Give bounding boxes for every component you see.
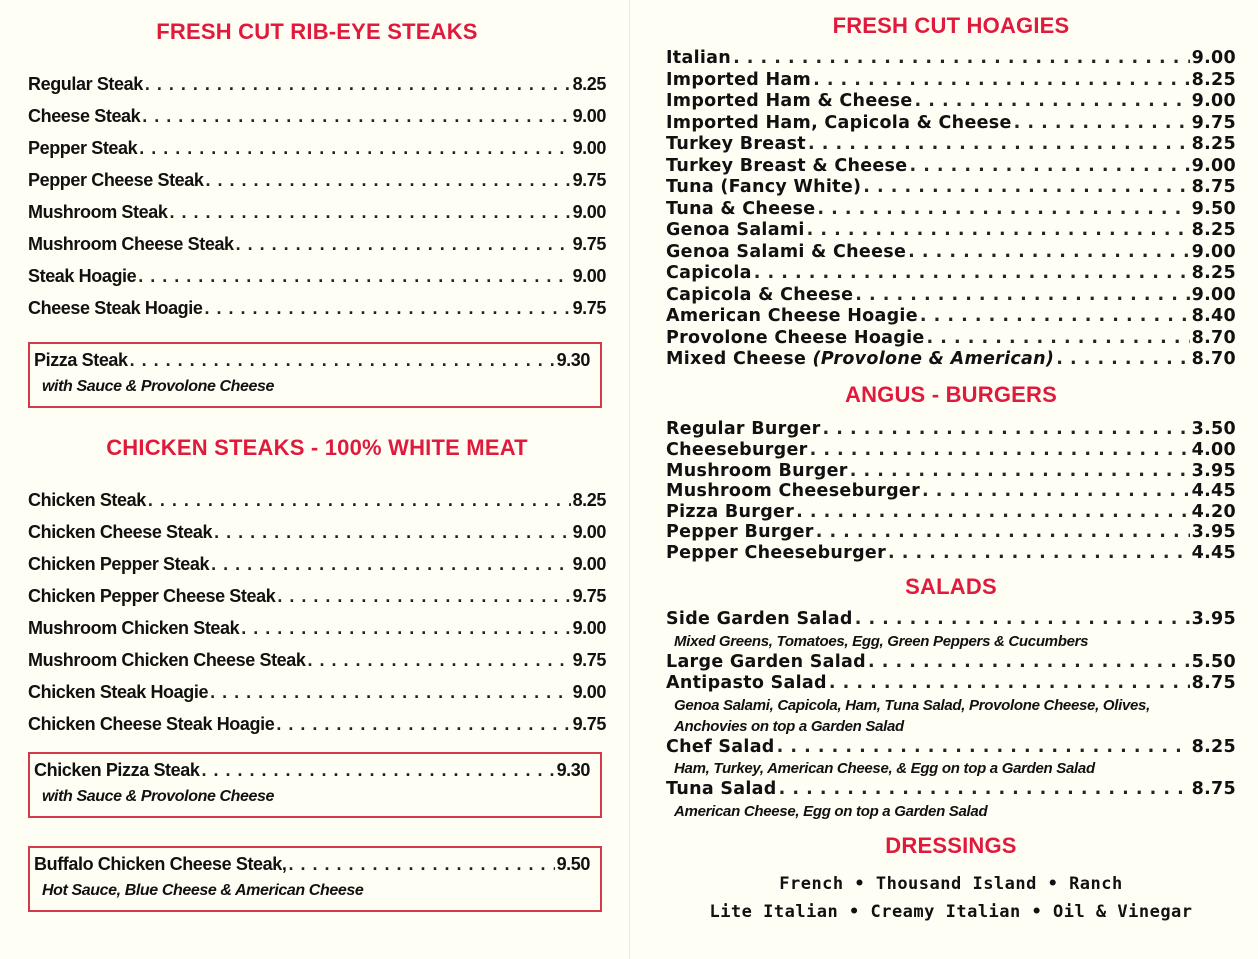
item-name: Steak Hoagie (28, 266, 137, 286)
chicken-list (28, 484, 606, 740)
menu-item (666, 263, 1236, 285)
menu-item (666, 543, 1236, 564)
menu-item (666, 349, 1236, 371)
menu-item (666, 177, 1236, 199)
item-price: 8.25 (1191, 263, 1236, 283)
item-price: 9.00 (572, 618, 606, 638)
menu-item (28, 68, 606, 100)
item-price: 9.75 (572, 298, 606, 318)
item-price: 5.50 (1191, 651, 1236, 672)
item-name: Chef Salad (666, 736, 775, 757)
item-price: 9.00 (1191, 284, 1236, 305)
item-name: Mushroom Chicken Cheese Steak (28, 650, 306, 670)
dressings-line-2: Lite Italian • Creamy Italian • Oil & Vinegar (709, 901, 1193, 922)
item-name: Turkey Breast & Cheese (666, 155, 908, 176)
item-name: Capicola (666, 263, 752, 283)
salads-heading: SALADS (905, 574, 997, 599)
item-price: 8.25 (572, 74, 606, 94)
menu-item (28, 612, 606, 644)
item-name: Regular Steak (28, 74, 143, 94)
item-name: Chicken Steak Hoagie (28, 682, 209, 702)
item-price: 3.95 (1191, 522, 1236, 542)
item-price: 8.75 (1191, 779, 1236, 799)
dressings-line-1: French • Thousand Island • Ranch (779, 873, 1123, 894)
item-name: Provolone Cheese Hoagie (666, 327, 925, 348)
item-name: Buffalo Chicken Cheese Steak, (34, 854, 287, 874)
item-price: 9.75 (1191, 112, 1236, 133)
item-name: Pepper Cheeseburger (666, 542, 887, 563)
menu-item (28, 676, 606, 708)
menu-item (28, 196, 606, 228)
item-price: 9.00 (572, 106, 606, 126)
salads-list (666, 609, 1236, 822)
item-name: Regular Burger (666, 418, 821, 439)
item-name: Tuna (Fancy White) (666, 177, 862, 197)
item-name: Turkey Breast (666, 134, 806, 154)
menu-item (666, 70, 1236, 92)
item-name: Large Garden Salad (666, 651, 866, 672)
menu-item (666, 285, 1236, 307)
menu-item (666, 419, 1236, 441)
item-price: 9.00 (572, 522, 606, 542)
menu-item (666, 199, 1236, 221)
menu-item (28, 228, 606, 260)
item-name: Italian (666, 48, 732, 68)
item-name: Chicken Cheese Steak Hoagie (28, 714, 275, 734)
item-price: 8.25 (1191, 69, 1236, 90)
item-name: Mushroom Burger (666, 460, 848, 481)
menu-item (28, 484, 606, 516)
menu-item (28, 708, 606, 740)
item-price: 3.95 (1191, 609, 1236, 629)
item-price: 8.25 (1191, 134, 1236, 154)
hoagies-list (666, 48, 1236, 371)
item-name: Mixed Cheese (666, 349, 807, 369)
menu-item (34, 346, 590, 374)
menu-item (34, 850, 590, 878)
item-name: Mushroom Cheese Steak (28, 234, 234, 254)
item-name: Cheese Steak Hoagie (28, 298, 203, 318)
item-price: 9.30 (556, 760, 590, 780)
item-name: Chicken Steak (28, 490, 146, 510)
item-name: Side Garden Salad (666, 609, 853, 629)
item-price: 9.00 (1191, 241, 1236, 262)
item-price: 9.75 (572, 714, 606, 734)
item-price: 9.00 (572, 266, 606, 286)
menu-item (666, 328, 1236, 350)
menu-item (28, 644, 606, 676)
item-price: 9.50 (1191, 198, 1236, 219)
buffalo-chicken-box (28, 846, 602, 912)
steaks-heading: FRESH CUT RIB-EYE STEAKS (156, 19, 478, 44)
item-name: Chicken Cheese Steak (28, 522, 213, 542)
item-note: (Provolone & American) (812, 349, 1055, 369)
item-name: American Cheese Hoagie (666, 306, 918, 326)
item-name: Pizza Steak (34, 350, 128, 370)
item-price: 4.20 (1191, 501, 1236, 522)
item-description: Mixed Greens, Tomatoes, Egg, Green Peppers & Cucumbers (674, 632, 1089, 650)
menu-item (28, 516, 606, 548)
menu-item (666, 522, 1236, 543)
menu-item (666, 502, 1236, 523)
menu-item (666, 91, 1236, 113)
item-name: Tuna & Cheese (666, 198, 816, 219)
item-price: 9.75 (572, 586, 606, 606)
menu-item (666, 242, 1236, 264)
menu-item (666, 220, 1236, 242)
item-price: 8.25 (1191, 736, 1236, 757)
pizza-steak-box (28, 342, 602, 408)
menu-item (666, 306, 1236, 328)
item-name: Imported Ham & Cheese (666, 91, 913, 111)
item-name: Pepper Cheese Steak (28, 170, 204, 190)
menu-item (28, 132, 606, 164)
menu-item (666, 481, 1236, 502)
item-name: Pepper Burger (666, 522, 814, 542)
item-price: 8.25 (572, 490, 606, 510)
item-price: 9.00 (572, 682, 606, 702)
item-price: 9.75 (572, 650, 606, 670)
item-price: 8.75 (1191, 673, 1236, 693)
menu-item (28, 548, 606, 580)
item-name: Capicola & Cheese (666, 284, 854, 305)
item-price: 4.00 (1191, 440, 1236, 460)
item-price: 9.75 (572, 234, 606, 254)
burgers-heading: ANGUS - BURGERS (844, 381, 1057, 407)
item-price: 3.50 (1191, 418, 1236, 439)
item-name: Chicken Pepper Cheese Steak (28, 586, 276, 606)
item-price: 9.00 (1191, 48, 1236, 68)
item-name: Mushroom Cheeseburger (666, 481, 921, 501)
menu-item (28, 100, 606, 132)
menu-item (666, 440, 1236, 461)
item-description: Hot Sauce, Blue Cheese & American Cheese (42, 882, 364, 899)
page-fold (629, 0, 630, 959)
item-description: with Sauce & Provolone Cheese (42, 788, 275, 805)
item-price: 9.30 (556, 350, 590, 370)
item-name: Genoa Salami & Cheese (666, 241, 907, 262)
menu-item (28, 292, 606, 324)
right-column (666, 10, 1236, 926)
menu-item (28, 164, 606, 196)
item-name: Imported Ham, Capicola & Cheese (666, 112, 1012, 133)
burgers-list (666, 419, 1236, 564)
item-description: Ham, Turkey, American Cheese, & Egg on top a Garden Salad (674, 760, 1095, 777)
item-price: 9.75 (572, 170, 606, 190)
item-price: 8.40 (1191, 306, 1236, 326)
item-price: 9.50 (556, 854, 590, 874)
menu-item (34, 756, 590, 784)
left-column (28, 14, 606, 912)
item-price: 3.95 (1191, 460, 1236, 481)
item-price: 4.45 (1191, 481, 1236, 501)
item-price: 9.00 (1191, 91, 1236, 111)
menu-item (666, 673, 1236, 695)
item-price: 9.00 (572, 202, 606, 222)
menu-item (666, 156, 1236, 178)
menu-item (28, 580, 606, 612)
menu-item (28, 260, 606, 292)
item-description: Genoa Salami, Capicola, Ham, Tuna Salad, Provolone Cheese, Olives, (674, 696, 1150, 714)
item-description: American Cheese, Egg on top a Garden Salad (674, 802, 988, 820)
chicken-heading: CHICKEN STEAKS - 100% WHITE MEAT (106, 435, 528, 460)
menu-item (666, 48, 1236, 70)
item-price: 9.00 (1191, 155, 1236, 176)
menu-item (666, 737, 1236, 759)
item-price: 8.70 (1191, 349, 1236, 369)
item-description: with Sauce & Provolone Cheese (42, 378, 275, 395)
item-name: Pepper Steak (28, 138, 138, 158)
item-name: Tuna Salad (666, 779, 777, 799)
item-price: 8.25 (1191, 220, 1236, 240)
item-price: 8.75 (1191, 177, 1236, 197)
item-price: 9.00 (572, 554, 606, 574)
item-name: Cheese Steak (28, 106, 141, 126)
dressings-heading: DRESSINGS (885, 832, 1017, 858)
menu-item (666, 652, 1236, 674)
item-name: Imported Ham (666, 69, 812, 90)
item-price: 4.45 (1191, 542, 1236, 563)
item-name: Chicken Pizza Steak (34, 760, 200, 780)
item-price: 8.70 (1191, 327, 1236, 348)
steaks-list (28, 68, 606, 324)
hoagies-heading: FRESH CUT HOAGIES (832, 13, 1070, 38)
menu-item (666, 779, 1236, 801)
item-description: Anchovies on top a Garden Salad (674, 717, 904, 735)
menu-item (666, 113, 1236, 135)
item-name: Mushroom Chicken Steak (28, 618, 240, 638)
menu-item (666, 461, 1236, 482)
item-name: Chicken Pepper Steak (28, 554, 210, 574)
menu-item (666, 134, 1236, 156)
item-name: Antipasto Salad (666, 673, 827, 693)
item-price: 9.00 (572, 138, 606, 158)
item-name: Cheeseburger (666, 440, 808, 460)
menu-item (666, 609, 1236, 631)
item-name: Genoa Salami (666, 220, 805, 240)
item-name: Pizza Burger (666, 501, 795, 522)
item-name: Mushroom Steak (28, 202, 168, 222)
chicken-pizza-steak-box (28, 752, 602, 818)
